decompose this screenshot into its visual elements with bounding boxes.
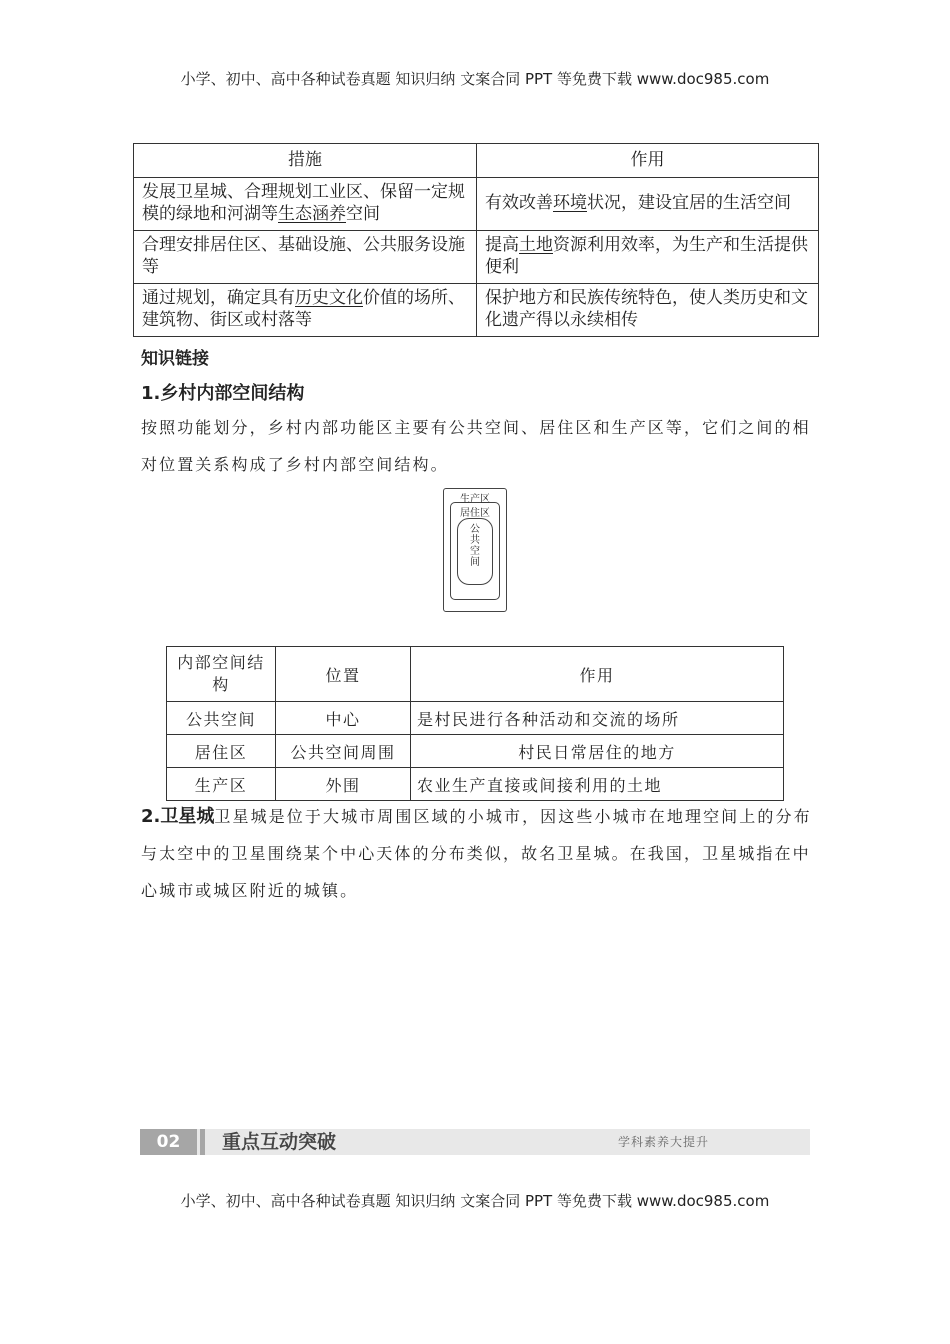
effect-cell: 有效改善环境状况，建设宜居的生活空间 — [477, 178, 819, 231]
function-cell: 是村民进行各种活动和交流的场所 — [411, 702, 784, 735]
underlined-term: 历史文化 — [295, 288, 363, 308]
structure-table — [166, 646, 784, 801]
section2-paragraph — [141, 798, 813, 909]
section1-title: 1.乡村内部空间结构 — [141, 383, 305, 404]
measure-cell: 发展卫星城、合理规划工业区、保留一定规模的绿地和河湖等生态涵养空间 — [134, 178, 477, 231]
header-structure: 内部空间结构 — [167, 647, 276, 702]
measure-cell: 通过规划，确定具有历史文化价值的场所、建筑物、街区或村落等 — [134, 284, 477, 337]
function-cell: 农业生产直接或间接利用的土地 — [411, 768, 784, 801]
banner-subtitle: 学科素养大提升 — [618, 1135, 710, 1149]
village-structure-diagram — [443, 488, 507, 612]
underlined-term: 环境 — [553, 193, 587, 213]
header-measure: 措施 — [134, 144, 477, 178]
effect-cell: 保护地方和民族传统特色，使人类历史和文化遗产得以永续相传 — [477, 284, 819, 337]
table-row — [167, 768, 784, 801]
table-header-row — [134, 144, 819, 178]
position-cell: 外围 — [276, 768, 411, 801]
structure-cell: 公共空间 — [167, 702, 276, 735]
page-footer: 小学、初中、高中各种试卷真题 知识归纳 文案合同 PPT 等免费下载 www.doc985.com — [180, 1192, 770, 1210]
underlined-term: 土地 — [519, 235, 553, 255]
table-row — [167, 702, 784, 735]
header-position: 位置 — [276, 647, 411, 702]
measure-cell: 合理安排居住区、基础设施、公共服务设施等 — [134, 231, 477, 284]
function-cell: 村民日常居住的地方 — [411, 735, 784, 768]
position-cell: 中心 — [276, 702, 411, 735]
underlined-term: 生态涵养 — [278, 204, 346, 224]
banner-title: 重点互动突破 — [222, 1131, 337, 1153]
structure-cell: 居住区 — [167, 735, 276, 768]
table-row — [134, 284, 819, 337]
table-row — [167, 735, 784, 768]
public-space-label: 公 共 空 间 — [470, 524, 480, 568]
section1-text: 按照功能划分，乡村内部功能区主要有公共空间、居住区和生产区等，它们之间的相对位置关系构成了乡村内部空间结构。 — [141, 418, 811, 474]
section2-text: 卫星城是位于大城市周围区域的小城市，因这些小城市在地理空间上的分布与太空中的卫星围绕某个中心天体的分布类似，故名卫星城。在我国，卫星城指在中心城市或城区附近的城镇。 — [141, 807, 812, 900]
table-header-row — [167, 647, 784, 702]
residential-zone-label: 居住区 — [460, 508, 490, 519]
section2-title: 2.卫星城 — [141, 806, 215, 827]
knowledge-link-title: 知识链接 — [141, 349, 209, 369]
section-banner — [140, 1129, 810, 1155]
position-cell: 公共空间周围 — [276, 735, 411, 768]
effect-cell: 提高土地资源利用效率，为生产和生活提供便利 — [477, 231, 819, 284]
table-row — [134, 178, 819, 231]
measures-table — [133, 143, 819, 337]
banner-divider — [200, 1129, 205, 1155]
page-header: 小学、初中、高中各种试卷真题 知识归纳 文案合同 PPT 等免费下载 www.doc985.com — [180, 70, 770, 88]
header-function: 作用 — [411, 647, 784, 702]
structure-cell: 生产区 — [167, 768, 276, 801]
production-zone-label: 生产区 — [460, 494, 490, 505]
banner-number: 02 — [140, 1129, 197, 1155]
table-row — [134, 231, 819, 284]
header-effect: 作用 — [477, 144, 819, 178]
